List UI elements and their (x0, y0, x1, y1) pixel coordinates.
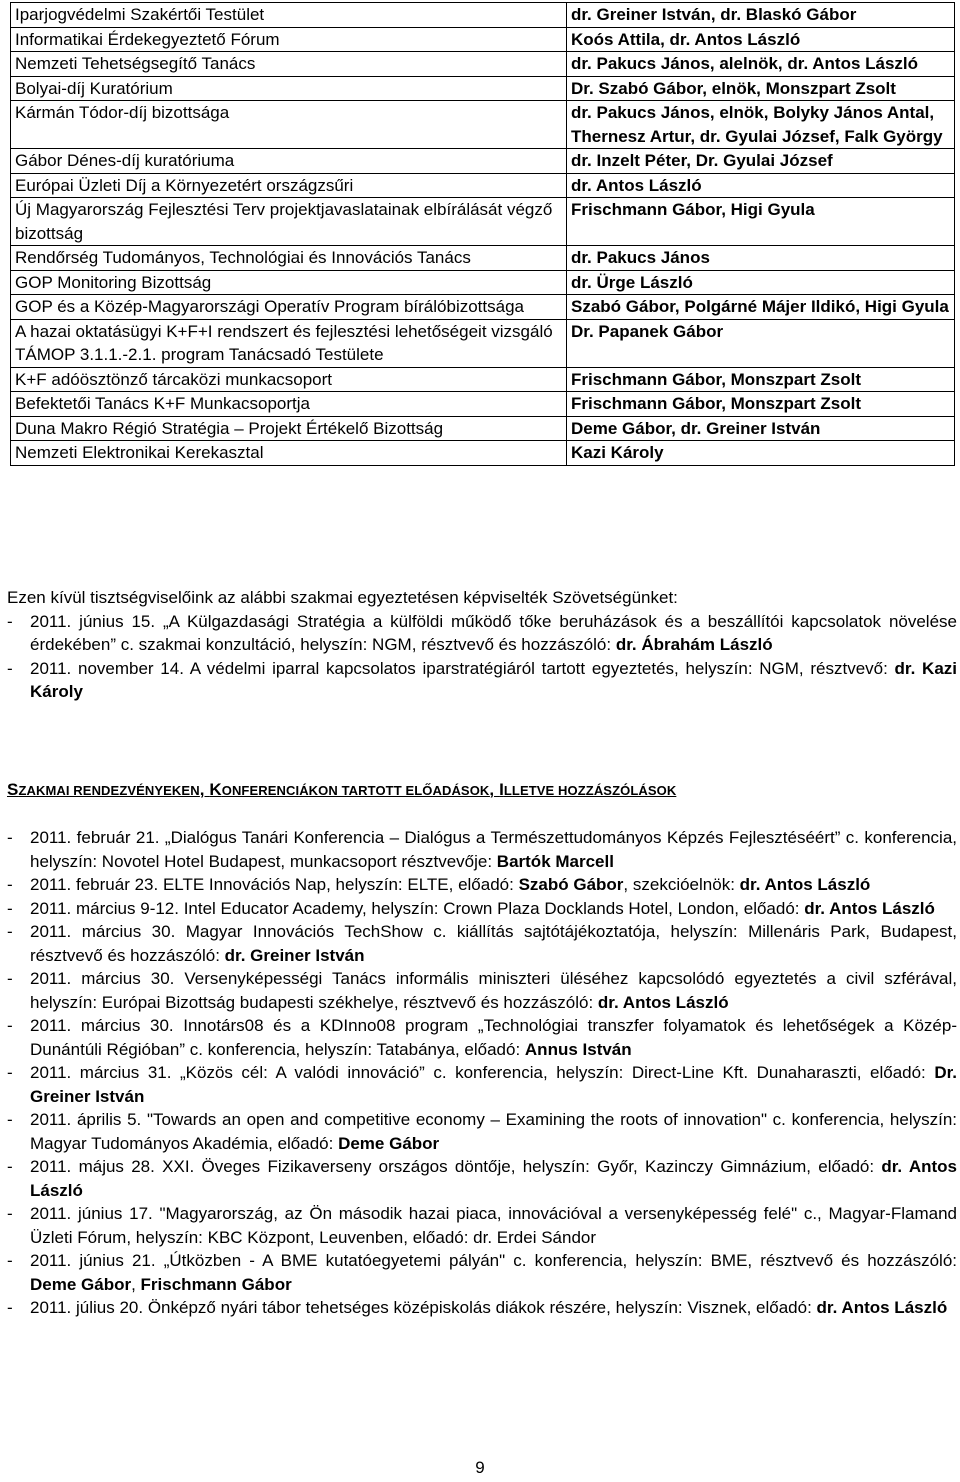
item-text: 2011. június 17. "Magyarország, az Ön második hazai piaca, innovációval a versenyképesség felé" c., Magyar-Flamand Üzleti Fórum, helyszín: KBC Központ, Leuvenben, előadó: dr. Erdei Sándor (30, 1204, 957, 1247)
list-item (7, 1249, 957, 1296)
committee-name: Informatikai Érdekegyeztető Fórum (11, 27, 567, 52)
list-item (7, 1296, 957, 1320)
list-dash: - (7, 1110, 13, 1129)
committee-name: GOP Monitoring Bizottság (11, 270, 567, 295)
table-row (11, 198, 955, 246)
item-text: 2011. május 28. XXI. Öveges Fizikaverseny országos döntője, helyszín: Győr, Kazinczy Gimnázium, előadó: (30, 1157, 882, 1176)
committees-table (10, 2, 955, 466)
item-text: 2011. március 30. Innotárs08 és a KDInno08 program „Technológiai transzfer folyamatok és lehetőségek a Közép-Dunántúli Régióban” c. konferencia, helyszín: Tatabánya, előadó: (30, 1016, 957, 1059)
committee-name: Gábor Dénes-díj kuratóriuma (11, 149, 567, 174)
item-person: dr. Kazi Károly (30, 658, 957, 701)
events-list (7, 826, 957, 1320)
table-row (11, 101, 955, 149)
item-person-2: dr. Antos László (739, 875, 871, 894)
committee-name: Duna Makro Régió Stratégia – Projekt Értékelő Bizottság (11, 416, 567, 441)
list-item (7, 826, 957, 873)
table-row (11, 319, 955, 367)
item-text: 2011. március 30. Magyar Innovációs TechShow c. kiállítás sajtótájékoztatója, helyszín: Millenáris Park, Budapest, résztvevő és hozzászóló: (30, 922, 957, 965)
item-person: dr. Antos László (597, 992, 729, 1012)
list-dash: - (7, 1298, 13, 1317)
list-dash: - (7, 922, 13, 941)
item-text-tail: , (131, 1274, 141, 1294)
table-row (11, 173, 955, 198)
committee-members: Deme Gábor, dr. Greiner István (567, 416, 955, 441)
committee-members: dr. Antos László (567, 173, 955, 198)
list-dash: - (7, 1063, 13, 1082)
item-text: 2011. március 30. Versenyképességi Tanács informális miniszteri üléséhez kapcsolódó egyeztetés a civil szférával, helyszín: Európai Bizottság budapesti székhelye, résztvevő és hozzászóló: (30, 969, 957, 1012)
committee-members: Frischmann Gábor, Higi Gyula (567, 198, 955, 246)
item-person: Szabó Gábor (518, 875, 624, 894)
section-heading: SZAKMAI RENDEZVÉNYEKEN, KONFERENCIÁKON TARTOTT ELŐADÁSOK, ILLETVE HOZZÁSZÓLÁSOK (7, 780, 677, 799)
committee-members: dr. Ürge László (567, 270, 955, 295)
list-dash: - (7, 611, 13, 631)
committee-name: Új Magyarország Fejlesztési Terv projektjavaslatainak elbírálását végző bizottság (11, 198, 567, 246)
committee-members: Frischmann Gábor, Monszpart Zsolt (567, 392, 955, 417)
committee-name: Kármán Tódor-díj bizottsága (11, 101, 567, 149)
item-person: Dr. Greiner István (30, 1063, 957, 1106)
committee-members: Dr. Szabó Gábor, elnök, Monszpart Zsolt (567, 76, 955, 101)
committee-members: Frischmann Gábor, Monszpart Zsolt (567, 367, 955, 392)
table-row (11, 295, 955, 320)
list-dash: - (7, 1204, 13, 1223)
list-dash: - (7, 969, 13, 988)
item-person: dr. Ábrahám László (615, 635, 773, 654)
list-dash: - (7, 898, 13, 918)
committee-members: dr. Pakucs János, elnök, Bolyky János Antal, Thernesz Artur, dr. Gyulai József, Falk György (567, 101, 955, 149)
list-dash: - (7, 658, 13, 678)
table-row (11, 52, 955, 77)
list-item (7, 1155, 957, 1202)
page-number: 9 (475, 1458, 485, 1477)
representation-list (7, 610, 957, 704)
committee-name: A hazai oktatásügyi K+F+I rendszert és fejlesztési lehetőségeit vizsgáló TÁMOP 3.1.1.-2.1. program Tanácsadó Testülete (11, 319, 567, 367)
list-item (7, 920, 957, 967)
list-item (7, 897, 957, 921)
committee-name: Nemzeti Tehetségsegítő Tanács (11, 52, 567, 77)
item-text: 2011. április 5. "Towards an open and competitive economy – Examining the roots of innovation" c. konferencia, helyszín: Magyar Tudományos Akadémia, előadó: (30, 1110, 957, 1153)
item-person-2: Frischmann Gábor (140, 1274, 292, 1294)
committee-name: Rendőrség Tudományos, Technológiai és Innovációs Tanács (11, 246, 567, 271)
item-person: dr. Antos László (804, 898, 935, 918)
list-dash: - (7, 828, 13, 847)
committee-members: dr. Pakucs János (567, 246, 955, 271)
item-text: 2011. július 20. Önképző nyári tábor tehetséges középiskolás diákok részére, helyszín: Visznek, előadó: (30, 1298, 817, 1317)
events-section (7, 826, 957, 1320)
item-person: Bartók Marcell (496, 851, 614, 871)
representation-section (7, 586, 957, 704)
list-item (7, 1014, 957, 1061)
item-text: 2011. február 21. „Dialógus Tanári Konferencia – Dialógus a Természettudományos Képzés Fejlesztéséért” c. konferencia, helyszín: Novotel Hotel Budapest, munkacsoport résztvevője: (30, 828, 957, 871)
committee-name: K+F adóösztönző tárcaközi munkacsoport (11, 367, 567, 392)
item-person: dr. Greiner István (224, 945, 365, 965)
item-person: Annus István (524, 1039, 632, 1059)
table-row (11, 246, 955, 271)
item-text: 2011. november 14. A védelmi iparral kapcsolatos iparstratégiáról tartott egyeztetés, helyszín: NGM, résztvevő: (30, 658, 895, 678)
item-person: Deme Gábor (338, 1133, 440, 1153)
table-row (11, 27, 955, 52)
table-row (11, 3, 955, 28)
list-item (7, 1108, 957, 1155)
committee-members: dr. Pakucs János, alelnök, dr. Antos László (567, 52, 955, 77)
item-text: 2011. március 31. „Közös cél: A valódi innováció” c. konferencia, helyszín: Direct-Line Kft. Dunaharaszti, előadó: (30, 1063, 935, 1082)
list-dash: - (7, 1251, 13, 1270)
committee-members: Koós Attila, dr. Antos László (567, 27, 955, 52)
table-row (11, 441, 955, 466)
item-text: 2011. február 23. ELTE Innovációs Nap, helyszín: ELTE, előadó: (30, 875, 519, 894)
committee-name: Bolyai-díj Kuratórium (11, 76, 567, 101)
table-row (11, 76, 955, 101)
committee-name: Európai Üzleti Díj a Környezetért országzsűri (11, 173, 567, 198)
committee-members: dr. Inzelt Péter, Dr. Gyulai József (567, 149, 955, 174)
committee-members: Dr. Papanek Gábor (567, 319, 955, 367)
committee-name: Nemzeti Elektronikai Kerekasztal (11, 441, 567, 466)
list-item (7, 657, 957, 704)
committee-members: dr. Greiner István, dr. Blaskó Gábor (567, 3, 955, 28)
committee-name: Befektetői Tanács K+F Munkacsoportja (11, 392, 567, 417)
committee-members: Kazi Károly (567, 441, 955, 466)
list-dash: - (7, 1157, 13, 1176)
table-row (11, 367, 955, 392)
list-dash: - (7, 875, 13, 894)
item-text: 2011. június 21. „Útközben - A BME kutatóegyetemi pályán" c. konferencia, helyszín: BME, résztvevő és hozzászóló: (30, 1251, 957, 1270)
list-item (7, 1202, 957, 1249)
list-dash: - (7, 1016, 13, 1035)
list-item (7, 967, 957, 1014)
list-item (7, 610, 957, 657)
representation-intro: Ezen kívül tisztségviselőink az alábbi szakmai egyeztetésen képviselték Szövetségünket: (7, 588, 678, 607)
list-item (7, 873, 957, 897)
table-row (11, 392, 955, 417)
item-person: dr. Antos László (30, 1157, 957, 1200)
committee-members: Szabó Gábor, Polgárné Májer Ildikó, Higi Gyula (567, 295, 955, 320)
committee-name: GOP és a Közép-Magyarországi Operatív Program bírálóbizottsága (11, 295, 567, 320)
table-row (11, 270, 955, 295)
item-text-tail: , szekcióelnök: (623, 875, 740, 894)
item-text: 2011. június 15. „A Külgazdasági Stratégia a külföldi működő tőke beruházások és a beszállítói kapcsolatok növelése érdekében” c. szakmai konzultáció, helyszín: NGM, résztvevő és hozzászóló: (30, 611, 957, 654)
item-text: 2011. március 9-12. Intel Educator Academy, helyszín: Crown Plaza Docklands Hotel, London, előadó: (30, 898, 805, 918)
item-person: dr. Antos László (816, 1298, 948, 1317)
table-row (11, 416, 955, 441)
committee-name: Iparjogvédelmi Szakértői Testület (11, 3, 567, 28)
item-person: Deme Gábor (30, 1274, 132, 1294)
table-row (11, 149, 955, 174)
list-item (7, 1061, 957, 1108)
